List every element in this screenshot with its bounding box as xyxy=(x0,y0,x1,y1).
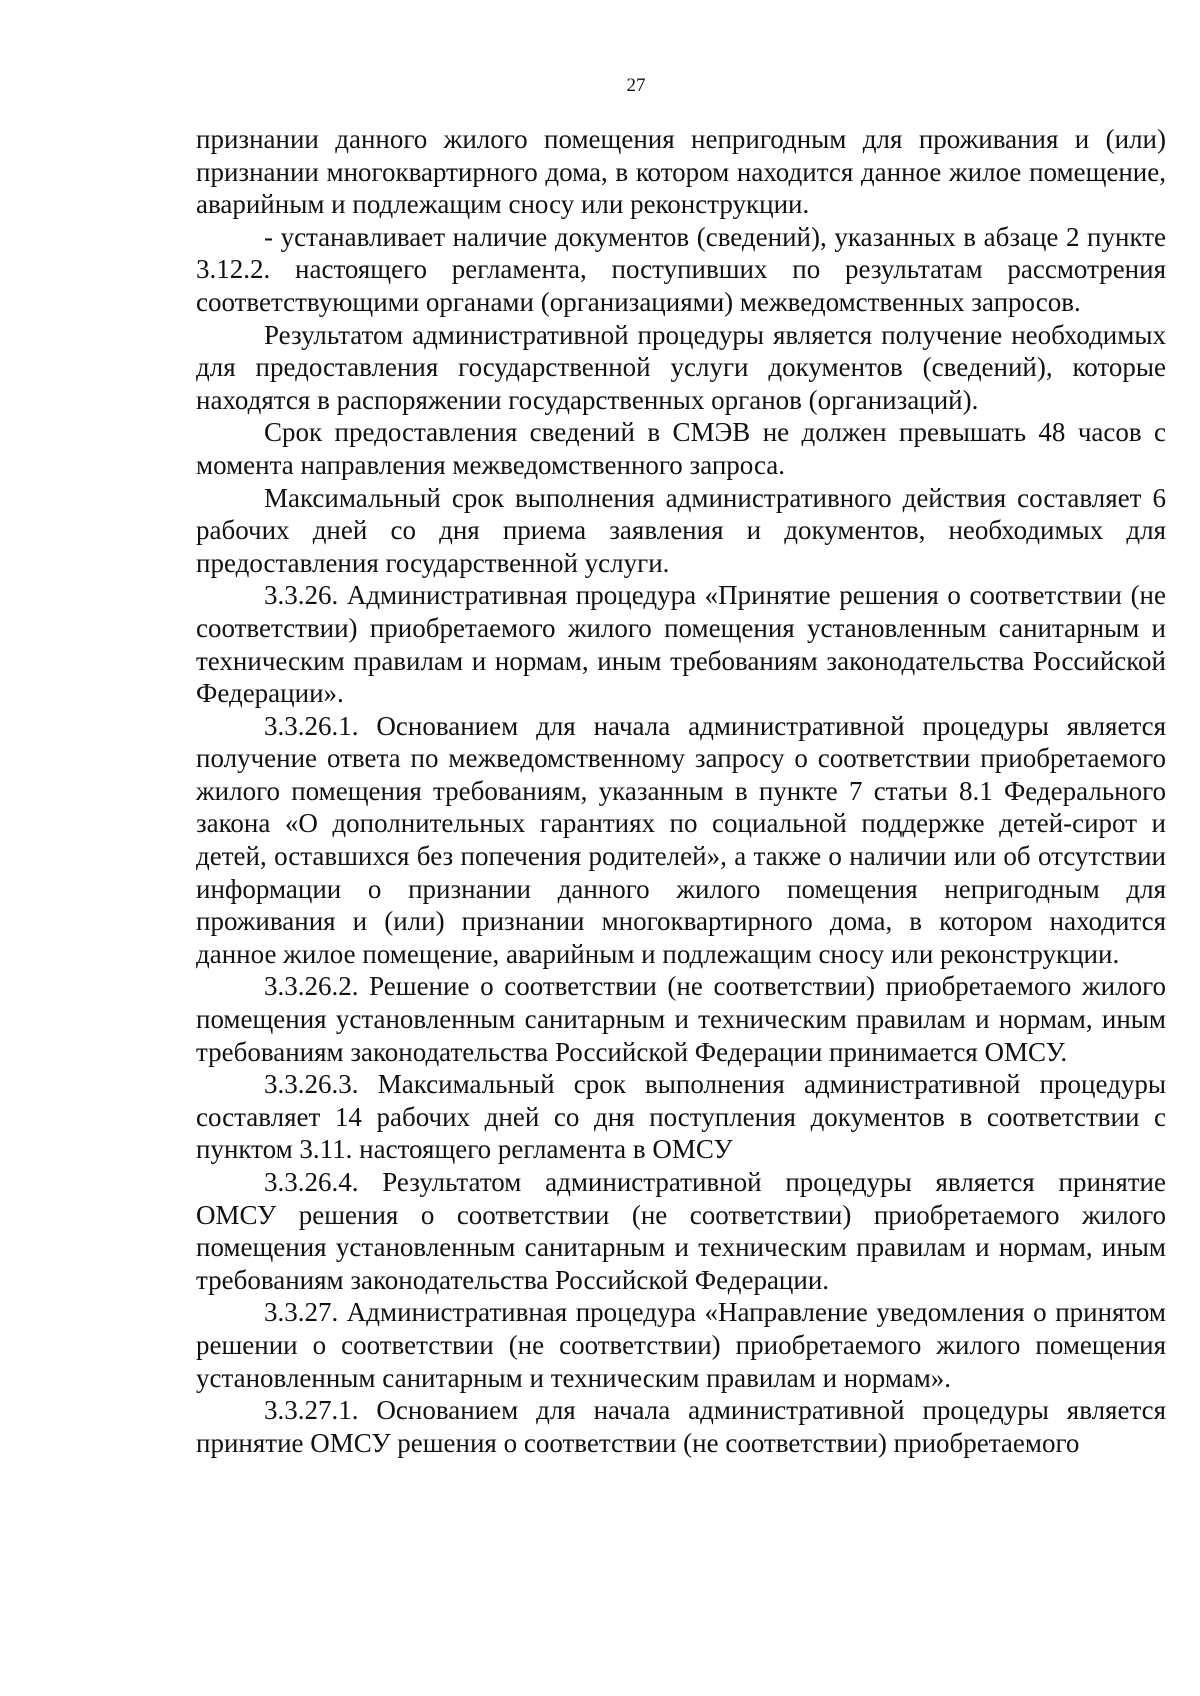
paragraph-3-3-26: 3.3.26. Административная процедура «Принятие решения о соответствии (не соответствии) приобретаемого жилого помещения установленным санитарным и техническим правилам и нормам, иным требованиям законодательства Российской Федерации». xyxy=(196,580,1166,709)
page-number: 27 xyxy=(626,75,646,96)
paragraph-3-3-27: 3.3.27. Административная процедура «Направление уведомления о принятом решении о соответствии (не соответствии) приобретаемого жилого помещения установленным санитарным и техническим правилам и нормам». xyxy=(196,1297,1166,1393)
paragraph-smev-deadline: Срок предоставления сведений в СМЭВ не должен превышать 48 часов с момента направления межведомственного запроса. xyxy=(196,417,1166,480)
paragraph-establishes-documents: - устанавливает наличие документов (сведений), указанных в абзаце 2 пункте 3.12.2. настоящего регламента, поступивших по результатам рассмотрения соответствующими органами (организациями) межведомственных запросов. xyxy=(196,221,1166,317)
paragraph-3-3-27-1: 3.3.27.1. Основанием для начала административной процедуры является принятие ОМСУ решения о соответствии (не соответствии) приобретаемого xyxy=(196,1395,1166,1458)
paragraph-3-3-26-3: 3.3.26.3. Максимальный срок выполнения административной процедуры составляет 14 рабочих дней со дня поступления документов в соответствии с пунктом 3.11. настоящего регламента в ОМСУ xyxy=(196,1069,1166,1165)
document-body xyxy=(196,123,1166,1459)
paragraph-procedure-result: Результатом административной процедуры является получение необходимых для предоставления государственной услуги документов (сведений), которые находятся в распоряжении государственных органов (организаций). xyxy=(196,319,1166,415)
paragraph-3-3-26-1: 3.3.26.1. Основанием для начала административной процедуры является получение ответа по межведомственному запросу о соответствии приобретаемого жилого помещения требованиям, указанным в пункте 7 статьи 8.1 Федерального закона «О дополнительных гарантиях по социальной поддержке детей-сирот и детей, оставшихся без попечения родителей», а также о наличии или об отсутствии информации о признании данного жилого помещения непригодным для проживания и (или) признании многоквартирного дома, в котором находится данное жилое помещение, аварийным и подлежащим сносу или реконструкции. xyxy=(196,710,1166,969)
paragraph-3-3-26-4: 3.3.26.4. Результатом административной процедуры является принятие ОМСУ решения о соответствии (не соответствии) приобретаемого жилого помещения установленным санитарным и техническим правилам и нормам, иным требованиям законодательства Российской Федерации. xyxy=(196,1167,1166,1295)
paragraph-3-3-26-2: 3.3.26.2. Решение о соответствии (не соответствии) приобретаемого жилого помещения установленным санитарным и техническим правилам и нормам, иным требованиям законодательства Российской Федерации принимается ОМСУ. xyxy=(196,971,1166,1067)
paragraph-max-action-term: Максимальный срок выполнения административного действия составляет 6 рабочих дней со дня приема заявления и документов, необходимых для предоставления государственной услуги. xyxy=(196,482,1166,578)
paragraph-continuation: признании данного жилого помещения непригодным для проживания и (или) признании многоквартирного дома, в котором находится данное жилое помещение, аварийным и подлежащим сносу или реконструкции. xyxy=(196,124,1166,220)
